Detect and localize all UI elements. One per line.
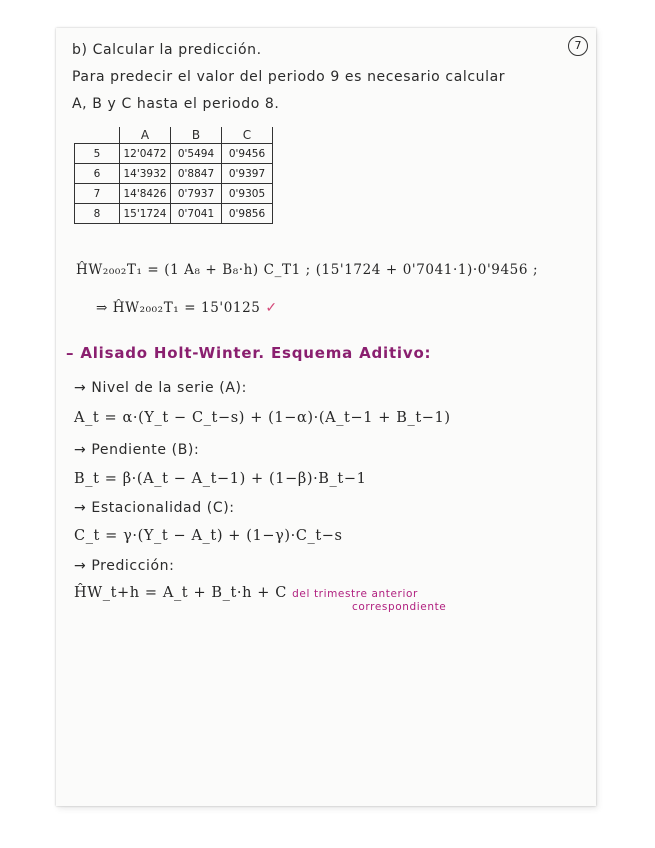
table-row — [75, 184, 273, 204]
table-header-b: B — [171, 127, 222, 144]
text-line-2: Para predecir el valor del periodo 9 es necesario calcular — [72, 69, 506, 85]
row-period: 7 — [75, 184, 120, 204]
table-row — [75, 144, 273, 164]
label-prediccion: → Predicción: — [74, 558, 175, 574]
section-title: – Alisado Holt-Winter. Esquema Aditivo: — [66, 344, 432, 362]
cell-c: 0'9397 — [222, 164, 273, 184]
formula-nivel: A_t = α·(Y_t − C_t−s) + (1−α)·(A_t−1 + B_t−1) — [74, 410, 451, 426]
table-row — [75, 164, 273, 184]
row-period: 5 — [75, 144, 120, 164]
label-pendiente: → Pendiente (B): — [74, 442, 200, 458]
row-period: 8 — [75, 204, 120, 224]
row-period: 6 — [75, 164, 120, 184]
formula-estacionalidad: C_t = γ·(Y_t − A_t) + (1−γ)·C_t−s — [74, 528, 343, 544]
cell-c: 0'9456 — [222, 144, 273, 164]
cell-a: 14'3932 — [120, 164, 171, 184]
formula-prediccion: ĤW_t+h = A_t + B_t·h + C — [74, 585, 287, 601]
table-header-a: A — [120, 127, 171, 144]
cell-a: 14'8426 — [120, 184, 171, 204]
cell-c: 0'9856 — [222, 204, 273, 224]
text-line-3: A, B y C hasta el periodo 8. — [72, 96, 280, 112]
prediction-calculation: ĤW₂₀₀₂T₁ = (1 A₈ + B₈·h) C_T1 ; (15'1724 + 0'7041·1)·0'9456 ; — [76, 262, 539, 278]
values-table — [74, 127, 273, 224]
table-row — [75, 204, 273, 224]
prediction-result: ⇒ ĤW₂₀₀₂T₁ = 15'0125 — [96, 300, 261, 316]
check-mark-icon: ✓ — [265, 300, 278, 316]
note-trimestre: del trimestre anterior — [292, 588, 418, 600]
formula-pendiente: B_t = β·(A_t − A_t−1) + (1−β)·B_t−1 — [74, 471, 367, 487]
cell-b: 0'7937 — [171, 184, 222, 204]
note-correspondiente: correspondiente — [352, 601, 447, 613]
label-nivel: → Nivel de la serie (A): — [74, 380, 247, 396]
label-estacionalidad: → Estacionalidad (C): — [74, 500, 235, 516]
heading-calcular: b) Calcular la predicción. — [72, 42, 262, 58]
table-header-c: C — [222, 127, 273, 144]
page-number: 7 — [568, 36, 588, 56]
cell-b: 0'7041 — [171, 204, 222, 224]
cell-a: 12'0472 — [120, 144, 171, 164]
cell-b: 0'8847 — [171, 164, 222, 184]
cell-c: 0'9305 — [222, 184, 273, 204]
cell-b: 0'5494 — [171, 144, 222, 164]
cell-a: 15'1724 — [120, 204, 171, 224]
